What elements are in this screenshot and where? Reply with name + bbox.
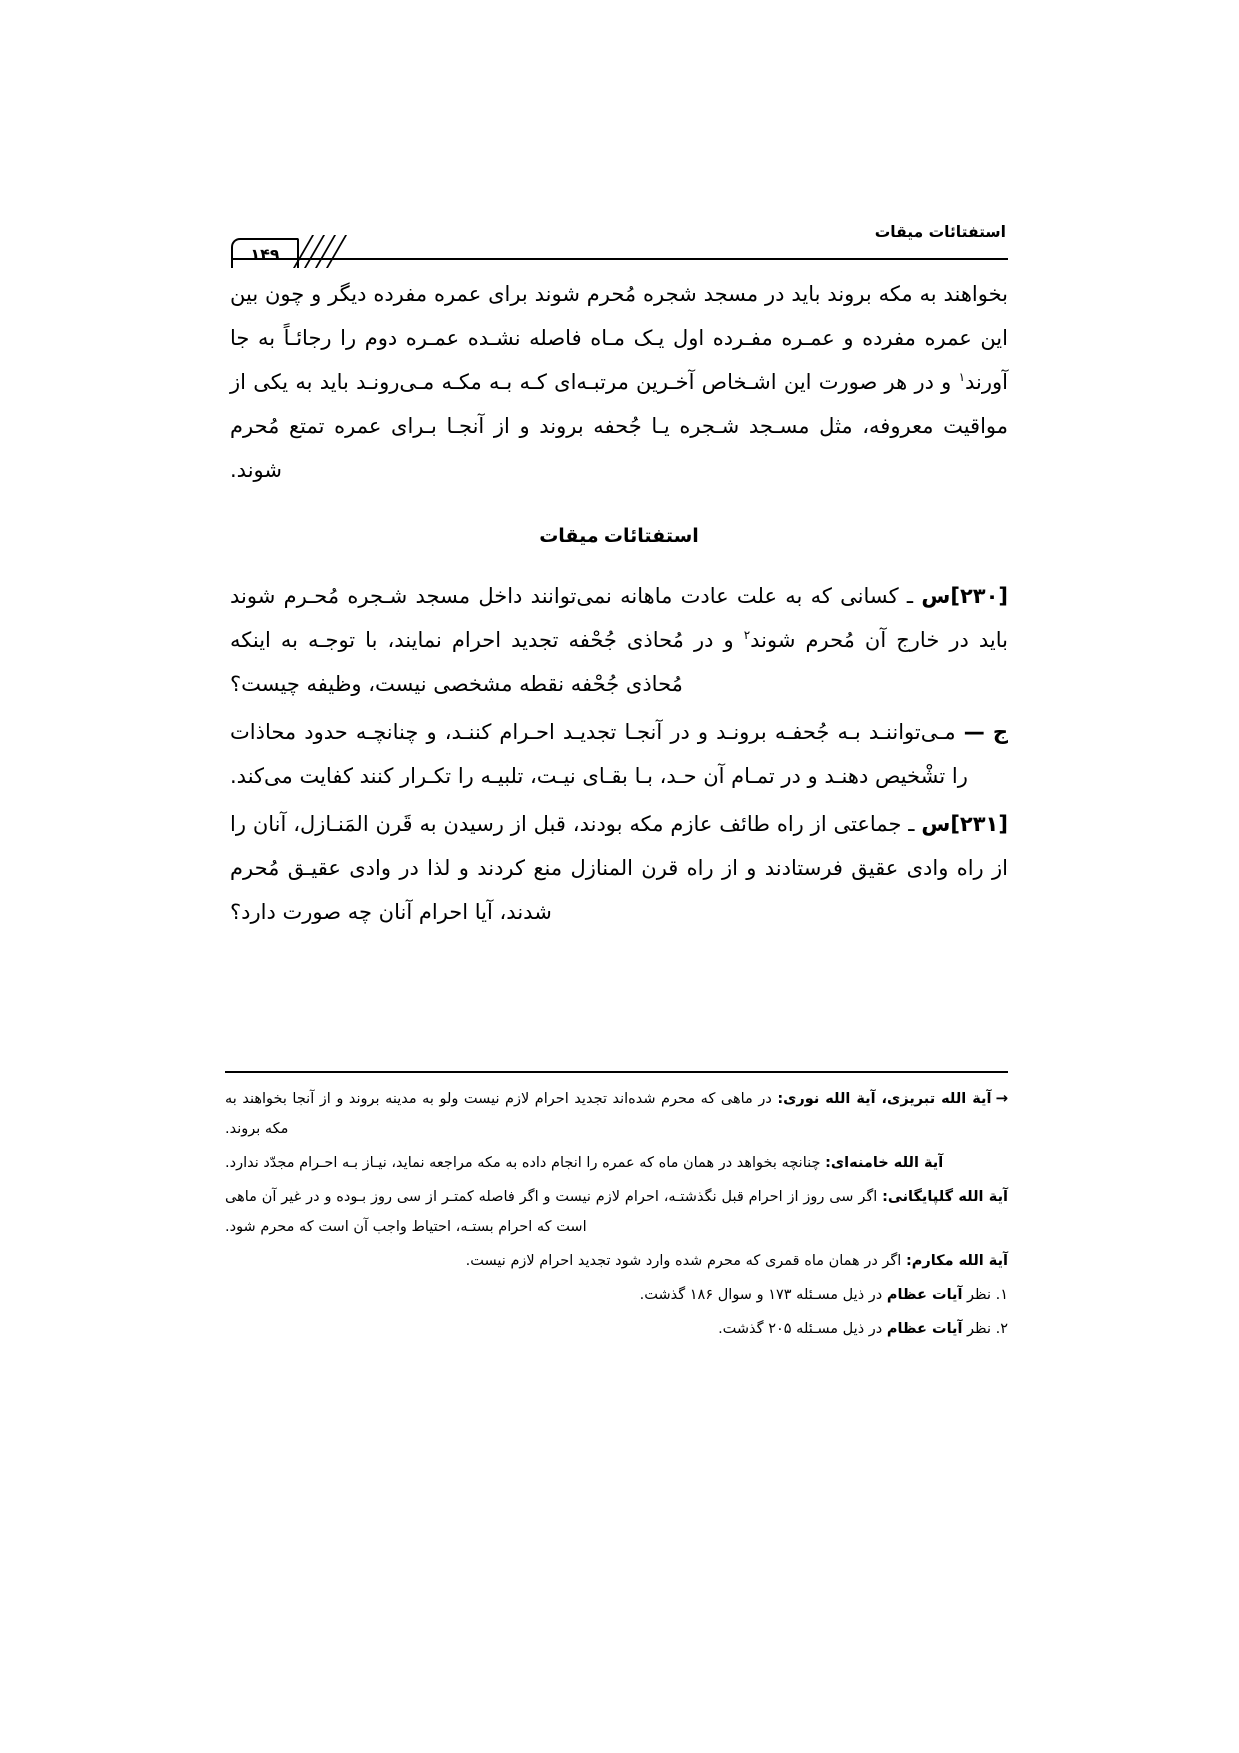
footnote-text: اگر سی روز از احرام قبل نگذشتـه، احرام لازم نیست و اگر فاصله کمتـر از سی روز بـوده و در غیر آن ماهی است که احرام بستـه، احتیاط واجب آن است که محرم شود. <box>225 1189 878 1235</box>
section-heading: استفتائات میقات <box>539 526 699 547</box>
folio-box <box>231 238 299 268</box>
question-230-text-part1: کسانی که به علت عادت ماهانه نمی‌توانند داخل مسجد شـجره مُحـرم شوند باید در خارج آن مُحرم شوند <box>230 584 1008 652</box>
folio-slash-ornament-icon <box>291 236 353 268</box>
numbered-footnote-post: در ذیل مسـئله ۲۰۵ گذشت. <box>718 1321 883 1337</box>
footnote-authority-name: آیة الله خامنه‌ای: <box>825 1155 944 1171</box>
footnote-authority-name: آیة الله گلپایگانی: <box>882 1189 1008 1205</box>
numbered-footnote-2 <box>225 1314 1008 1344</box>
answer-230-dash: — <box>963 720 985 744</box>
footnote-divider-rule <box>225 1071 1008 1073</box>
answer-230 <box>230 710 1008 798</box>
footnote-tabrizi-nouri <box>225 1083 1008 1144</box>
question-231-text: جماعتی از راه طائف عازم مکه بودند، قبل از رسیدن به قَرن المَنـازل، آنان را از راه وادی عقیق فرستادند و از راه قرن المنازل منع کردند و لذا در وادی عقیـق مُحرم شدند، آیا احرام آنان چه صورت دارد؟ <box>230 812 1008 924</box>
numbered-footnote-index: ۲. <box>995 1321 1008 1337</box>
question-231-number: [۲۳۱] <box>950 812 1008 836</box>
footnote-ref-2: ۲ <box>743 628 751 642</box>
question-230-marker: س <box>921 584 951 608</box>
opening-paragraph-continuation: و در هر صورت این اشـخاص آخـرین مرتبـه‌ای کـه بـه مکـه مـی‌رونـد باید به یکی از مواقیت معروفه، مثل مسـجد شـجره یـا جُحفه بروند و از آنجـا بـرای عمره تمتع مُحرم شوند. <box>230 370 1008 482</box>
running-header-title: استفتائات میقات <box>874 223 1006 241</box>
footnote-text: در ماهی که محرم شده‌اند تجدید احرام لازم نیست ولو به مدینه بروند و از آنجا بخواهند به مکه بروند. <box>225 1091 772 1137</box>
numbered-footnote-index: ۱. <box>995 1287 1008 1303</box>
numbered-footnote-bold: آیات عظام <box>886 1287 963 1303</box>
question-231-dash: ـ <box>908 812 915 836</box>
numbered-footnote-bold: آیات عظام <box>886 1321 963 1337</box>
page-number: ۱۴۹ <box>250 245 280 264</box>
qa-item-231 <box>230 802 1008 934</box>
numbered-footnote-1 <box>225 1280 1008 1310</box>
numbered-footnote-post: در ذیل مسـئله ۱۷۳ و سوال ۱۸۶ گذشت. <box>639 1287 883 1303</box>
numbered-footnote-pre: نظر <box>967 1287 991 1303</box>
opening-paragraph-text: بخواهند به مکه بروند باید در مسجد شجره مُحرم شوند برای عمره مفرده دیگر و چون بین این عمره مفرده و عمـره مفـرده اول یـک مـاه فاصله نشـده عمـره دوم را رجائـاً به جا آورند <box>230 282 1008 394</box>
qa-item-230 <box>230 574 1008 798</box>
footnote-ref-1: ۱ <box>958 370 966 384</box>
numbered-footnote-pre: نظر <box>967 1321 991 1337</box>
question-231 <box>230 802 1008 934</box>
footnote-arrow-icon: → <box>995 1089 1009 1107</box>
footnote-area <box>225 1083 1008 1348</box>
opening-paragraph <box>230 272 1008 492</box>
footnote-golpayegani <box>225 1182 1008 1242</box>
answer-230-marker: ج <box>992 720 1008 744</box>
folio-decoration <box>231 228 355 268</box>
footnote-authority-name: آیة الله تبریزی، آیة الله نوری: <box>777 1091 992 1107</box>
page-body <box>230 272 1008 934</box>
footnote-authority-name: آیة الله مکارم: <box>905 1253 1008 1269</box>
footnote-text: اگر در همان ماه قمری که محرم شده وارد شود تجدید احرام لازم نیست. <box>465 1253 902 1269</box>
question-230-dash: ـ <box>906 584 914 608</box>
question-230 <box>230 574 1008 706</box>
question-230-text-part2: و در مُحاذی جُحْفه تجدید احرام نمایند، با توجـه به اینکه مُحاذی جُحْفه نقطه مشخصی نیست، وظیفه چیست؟ <box>230 628 744 696</box>
footnote-makarem <box>225 1246 1008 1276</box>
footnote-text: چنانچه بخواهد در همان ماه که عمره را انجام داده به مکه مراجعه نماید، نیـاز بـه احـرام مجدّد ندارد. <box>225 1155 821 1171</box>
question-231-marker: س <box>921 812 951 836</box>
answer-230-text: مـی‌تواننـد بـه جُحفـه برونـد و در آنجـا تجدیـد احـرام کننـد، و چنانچـه حدود محاذات را تشْخیص دهنـد و در تمـام آن حـد، بـا بقـای نیـت، تلبیـه را تکـرار کنند کفایت می‌کند. <box>230 720 968 788</box>
question-230-number: [۲۳۰] <box>950 584 1008 608</box>
footnote-khamenei <box>225 1148 1008 1178</box>
page-header <box>231 222 1008 268</box>
